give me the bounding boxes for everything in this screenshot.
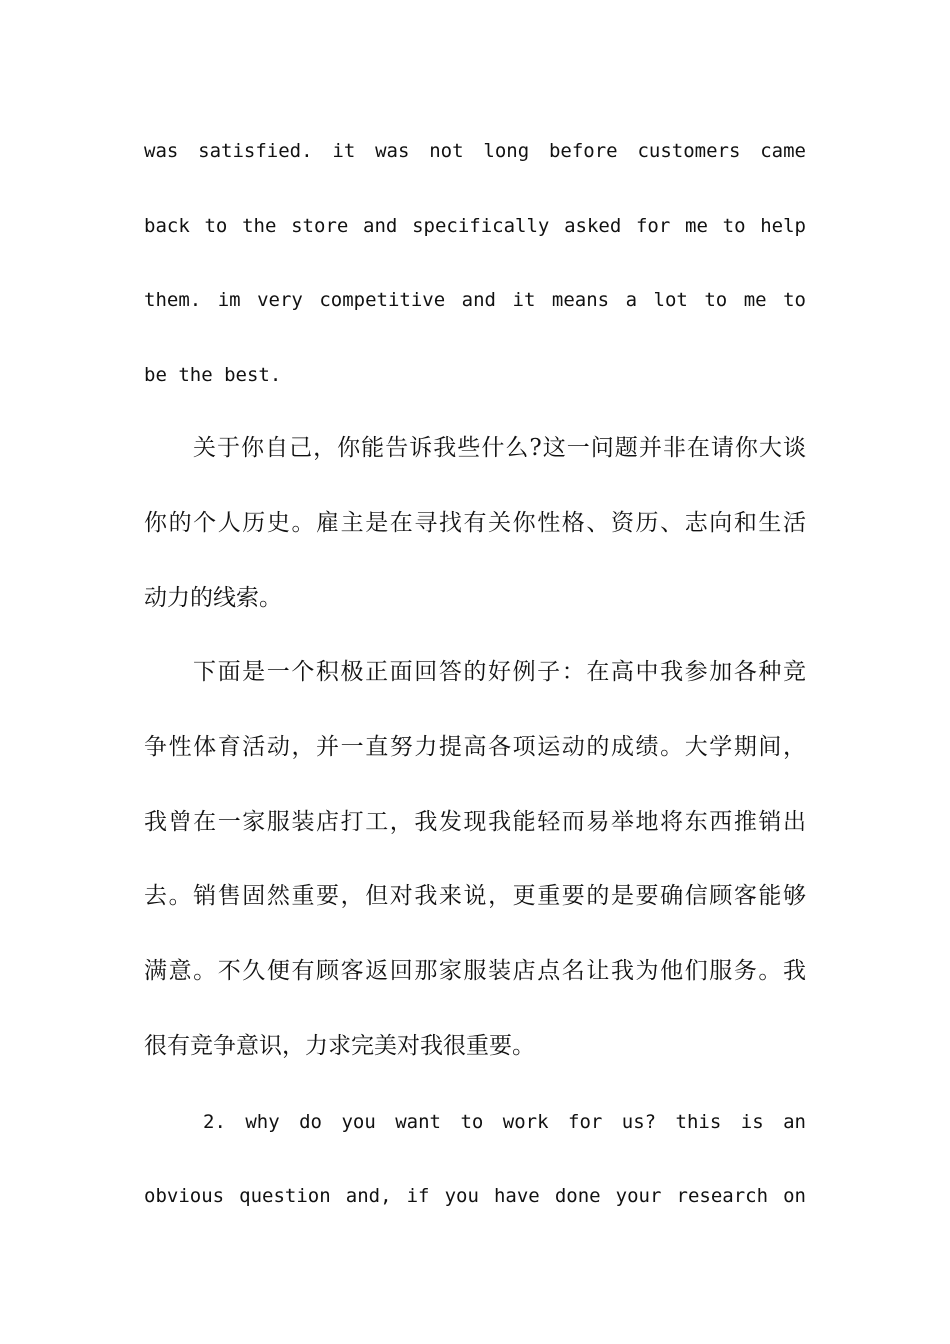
- text-line: 满意。不久便有顾客返回那家服装店点名让我为他们服务。我: [144, 958, 806, 984]
- text-line: was satisfied. it was not long before customers came: [144, 140, 806, 162]
- text-line: 去。销售固然重要，但对我来说，更重要的是要确信顾客能够: [144, 883, 806, 909]
- text-line: 你的个人历史。雇主是在寻找有关你性格、资历、志向和生活: [144, 510, 806, 536]
- text-line: them. im very competitive and it means a lot to me to: [144, 289, 806, 311]
- paragraph-first-line: 下面是一个积极正面回答的好例子：在高中我参加各种竞: [193, 659, 806, 685]
- text-line: obvious question and, if you have done your research on: [144, 1185, 806, 1207]
- paragraph-first-line: 2. why do you want to work for us? this is an: [203, 1111, 806, 1133]
- text-line: be the best.: [144, 364, 282, 386]
- text-line: back to the store and specifically asked for me to help: [144, 215, 806, 237]
- text-line: 动力的线索。: [144, 585, 282, 611]
- text-line: 很有竞争意识，力求完美对我很重要。: [144, 1033, 535, 1059]
- text-line: 我曾在一家服装店打工，我发现我能轻而易举地将东西推销出: [144, 809, 806, 835]
- paragraph-first-line: 关于你自己，你能告诉我些什么?这一问题并非在请你大谈: [193, 435, 806, 461]
- text-line: 争性体育活动，并一直努力提高各项运动的成绩。大学期间，: [144, 734, 806, 760]
